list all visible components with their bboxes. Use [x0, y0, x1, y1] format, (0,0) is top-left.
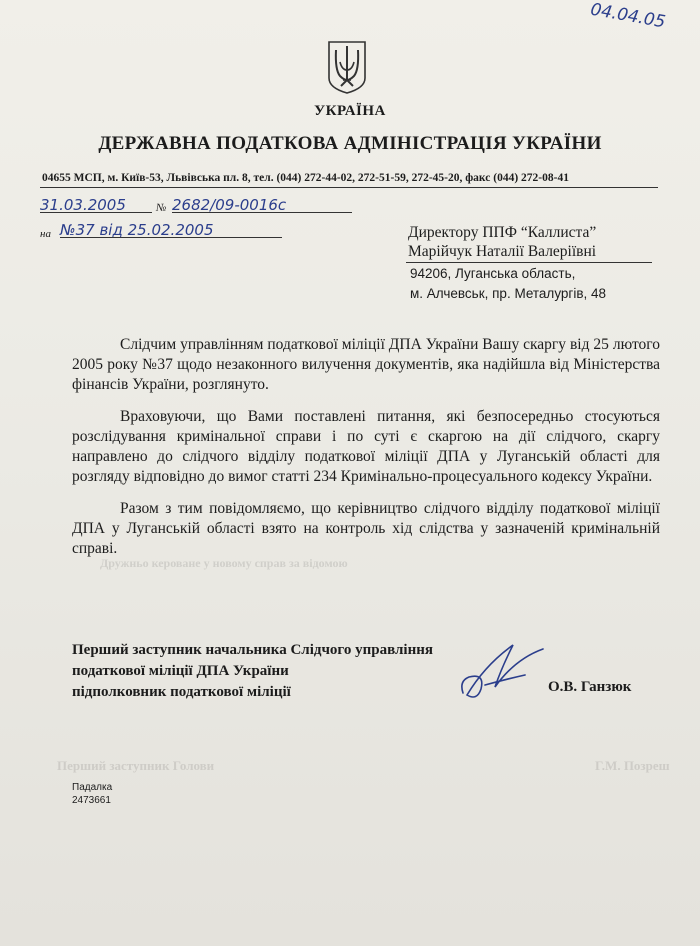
- signer-block: [72, 640, 433, 703]
- executor-block: [72, 781, 112, 807]
- agency-address-line: 04655 МСП, м. Київ-53, Львівська пл. 8, тел. (044) 272-44-02, 272-51-59, 272-45-20, факс (044) 272-08-41: [42, 172, 569, 184]
- registration-number: 2682/09-0016c: [172, 196, 352, 213]
- reference-label: на: [40, 228, 51, 240]
- header-divider: [40, 187, 658, 188]
- country-name: УКРАЇНА: [314, 103, 386, 119]
- recipient-title: Директору ППФ “Каллиста”: [408, 224, 597, 241]
- show-through-name: Г.М. Позреш: [595, 758, 670, 773]
- signer-rank: підполковник податкової міліції: [72, 684, 291, 700]
- handwritten-signature-icon: [455, 635, 550, 705]
- signer-position-line-2: податкової міліції ДПА України: [72, 663, 289, 679]
- recipient-address-line-1: 94206, Луганська область,: [410, 266, 576, 281]
- recipient-address-line-2: м. Алчевськ, пр. Металургів, 48: [410, 286, 607, 301]
- executor-phone: 2473661: [72, 795, 111, 806]
- recipient-divider: [406, 262, 652, 263]
- trident-emblem-icon: [326, 40, 368, 94]
- body-paragraph-2: Враховуючи, що Вами поставлені питання, які безпосередньо стосуються розслідування кримінальної справи і по суті є скаргою на дії слідчого, скаргу направлено до слідчого відділу податкової міліції ДПА у Луганській області для розгляду відповідно до вимог статті 234 Кримінально-процесуального кодексу України.: [72, 408, 660, 485]
- signer-position-line-1: Перший заступник начальника Слідчого управління: [72, 642, 433, 658]
- registration-number-label: №: [156, 202, 167, 214]
- show-through-signer: Перший заступник Голови: [57, 758, 215, 773]
- body-paragraph-3: Разом з тим повідомляємо, що керівництво слідчого відділу податкової міліції ДПА у Луганській області взято на контроль хід слідства у зазначеній кримінальній справі.: [72, 500, 660, 557]
- signer-name: О.В. Ганзюк: [548, 679, 632, 695]
- reference-value: №37 від 25.02.2005: [60, 221, 282, 238]
- show-through-text: Дружньо кероване у новому справ за відомою: [100, 556, 348, 570]
- registration-date: 31.03.2005: [40, 196, 152, 213]
- executor-name: Падалка: [72, 782, 113, 793]
- recipient-address: [410, 264, 606, 304]
- recipient-block: [408, 223, 596, 261]
- recipient-name: Марійчук Наталії Валеріївні: [408, 243, 597, 260]
- letter-body: [72, 335, 660, 571]
- handwritten-date-stamp: 04.04.05: [588, 0, 667, 33]
- agency-name: ДЕРЖАВНА ПОДАТКОВА АДМІНІСТРАЦІЯ УКРАЇНИ: [98, 133, 602, 154]
- body-paragraph-1: Слідчим управлінням податкової міліції ДПА України Вашу скаргу від 25 лютого 2005 року №37 щодо незаконного вилучення документів, яка надійшла від Міністерства фінансів України, розглянуто.: [72, 336, 660, 393]
